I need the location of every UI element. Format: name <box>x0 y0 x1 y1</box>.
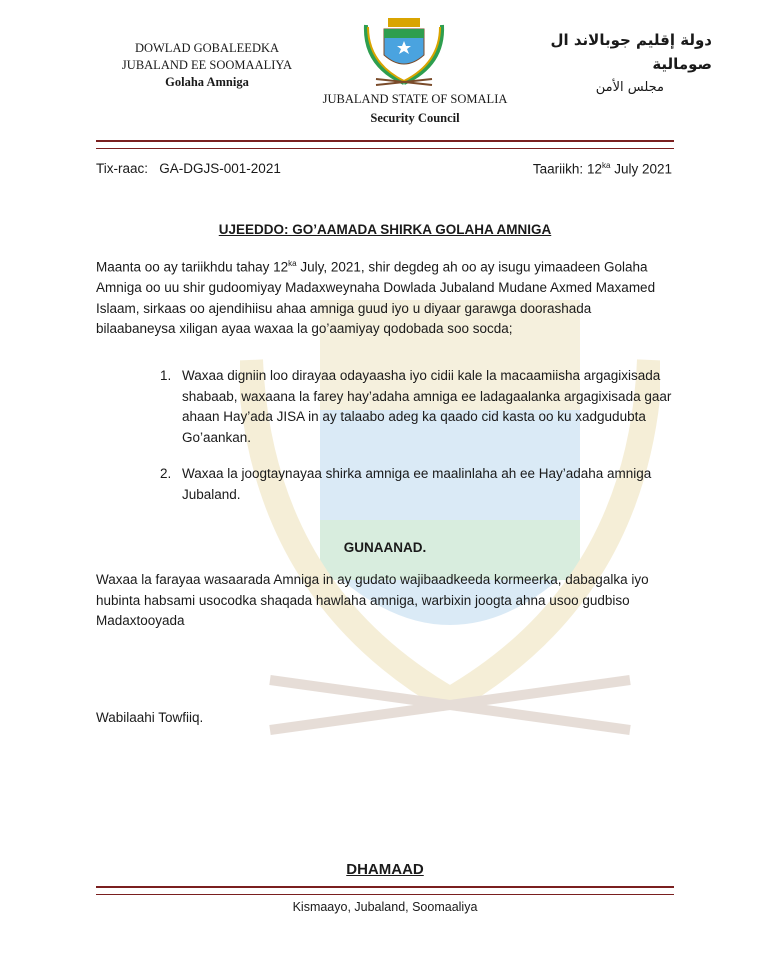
decision-number: 2. <box>160 466 172 481</box>
reference-label: Tix-raac: <box>96 161 149 176</box>
decision-text: Waxaa digniin loo dirayaa odayaasha iyo cidii kale la macaamiisha argagixisada shabaab, waxaana la farey hay’adaha amniga ee ladagaalanka argagixisada gaar ahaan Hay’ada JISA in ay talaabo adeg ka qaado cid kasta oo ku xadgudubta Go’aankan. <box>182 368 672 445</box>
intro-text-2: July, 2021, shir degdeg ah oo ay isugu yimaadeen Golaha Amniga oo uu shir gudoomiyay Madaxweynaha Dowlada Jubaland Mudane Axmed Maxamed Islaam, sirkaas oo ajendihiisu ahaa amniga guud iyo u diyaar garawga doorashada bilaabaneysa xiligan ayaa waxaa la go’aamiyay qodobada soo socda; <box>96 259 656 336</box>
decision-text: Waxaa la joogtaynayaa shirka amniga ee maalinlaha ah ee Hay’adaha amniga Jubaland. <box>182 466 652 502</box>
header-divider <box>96 140 674 149</box>
footer-divider <box>96 886 674 895</box>
header-center-line2: Security Council <box>370 111 460 125</box>
decision-item-2 <box>160 464 678 505</box>
header-arabic-block <box>500 28 712 100</box>
date-rest: July 2021 <box>614 161 672 177</box>
conclusion-paragraph: Waxaa la farayaa wasaarada Amniga in ay gudato wajibaadkeeda kormeerka, dabagalka iyo hubinta habsami usocodka shaqada hawlaha amniga, warbixin joogta ahna usoo gudbiso Madaxtooyada <box>96 572 649 628</box>
closing-line: Wabilaahi Towfiiq. <box>96 710 204 725</box>
conclusion-heading: GUNAANAD. <box>343 540 427 555</box>
reference-line <box>96 161 281 176</box>
header-center-line1: JUBALAND STATE OF SOMALIA <box>322 92 508 106</box>
decision-number: 1. <box>160 368 172 383</box>
header-left-block <box>96 40 318 91</box>
subject-heading: UJEEDDO: GO’AAMADA SHIRKA GOLAHA AMNIGA <box>218 222 552 237</box>
header-arabic-line1: دولة إقليم جوبالاند ال صومالية <box>550 31 712 73</box>
intro-sup: ka <box>288 259 297 268</box>
date-day: 12 <box>586 161 602 177</box>
header-left-line3: Golaha Amniga <box>165 75 249 89</box>
date-suffix: ka <box>601 161 611 170</box>
header-left-line2: JUBALAND EE SOOMAALIYA <box>121 58 293 72</box>
decision-item-1 <box>160 366 678 448</box>
header-left-line1: DOWLAD GOBALEEDKA <box>134 41 280 55</box>
jubaland-coat-of-arms-icon <box>358 15 450 87</box>
date-line <box>533 161 672 177</box>
reference-value: GA-DGJS-001-2021 <box>159 161 281 176</box>
end-mark: DHAMAAD <box>346 861 424 878</box>
date-label: Taariikh: <box>532 161 584 177</box>
intro-paragraph <box>96 254 674 340</box>
footer-address: Kismaayo, Jubaland, Soomaaliya <box>292 900 478 914</box>
header-arabic-line2: مجلس الأمن <box>595 80 664 95</box>
intro-text-1: Maanta oo ay tariikhdu tahay 12 <box>96 259 289 275</box>
